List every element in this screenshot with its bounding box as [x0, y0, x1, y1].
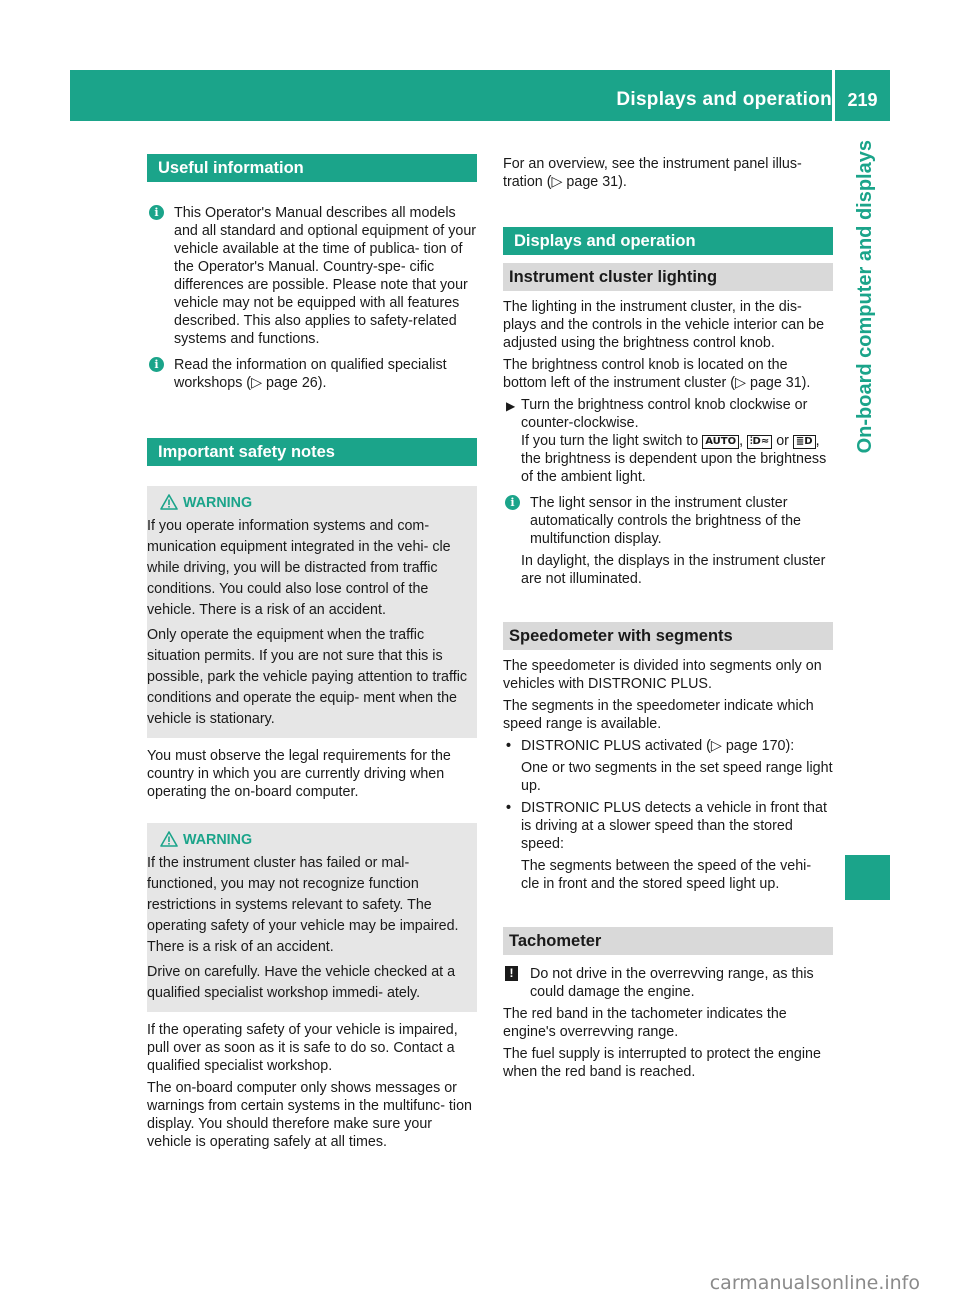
- info-note: i The light sensor in the instrument cluster automatically controls the brightness of the multifunction display.: [503, 494, 833, 548]
- info-icon: i: [149, 357, 164, 372]
- subsection-heading-instrument-cluster-lighting: Instrument cluster lighting: [503, 263, 833, 291]
- body-paragraph: The brightness control knob is located on the bottom left of the instrument cluster (▷ page 31).: [503, 357, 811, 391]
- chapter-marker: [845, 855, 890, 900]
- body-paragraph: You must observe the legal requirements for the country in which you are currently driving when operating the on-board computer.: [147, 748, 451, 800]
- body-paragraph: The segments in the speedometer indicate which speed range is available.: [503, 698, 814, 732]
- watermark: carmanualsonline.info: [709, 1272, 920, 1294]
- auto-light-symbol-icon: AUTO: [702, 435, 739, 449]
- info-note: i Read the information on qualified specialist workshops (▷ page 26).: [147, 356, 477, 392]
- bullet-icon: •: [506, 738, 512, 754]
- bullet-subtext: The segments between the speed of the vehi- cle in front and the stored speed light up.: [521, 858, 812, 892]
- instruction-step: ▶ Turn the brightness control knob clockwise or counter-clockwise.: [506, 397, 808, 431]
- bullet-subtext: One or two segments in the set speed range light up.: [521, 760, 833, 794]
- warning-box: [147, 823, 477, 1012]
- chapter-side-tab: [845, 140, 885, 840]
- body-paragraph: For an overview, see the instrument panel illus- tration (▷ page 31).: [503, 156, 802, 190]
- info-icon: i: [505, 495, 520, 510]
- warning-box: [147, 486, 477, 738]
- parking-light-symbol-icon: ⫶D≈: [747, 435, 772, 449]
- warning-triangle-icon: [160, 831, 178, 847]
- bullet-item: • DISTRONIC PLUS activated (▷ page 170):: [506, 738, 795, 754]
- info-icon: i: [149, 205, 164, 220]
- left-column: [147, 150, 477, 1151]
- body-paragraph: If the operating safety of your vehicle is impaired, pull over as soon as it is safe to do so. Contact a qualified specialist workshop.: [147, 1022, 458, 1074]
- low-beam-symbol-icon: ≣D: [793, 435, 816, 449]
- warning-title: WARNING: [147, 494, 471, 512]
- warning-text: Only operate the equipment when the traffic situation permits. If you are not sure that this is possible, park the vehicle paying attention to traffic conditions and operate the equip- ment when the vehicle is stationary.: [147, 627, 468, 727]
- right-column: [503, 150, 833, 1081]
- step-arrow-icon: ▶: [506, 399, 516, 413]
- subsection-heading-speedometer: Speedometer with segments: [503, 622, 833, 650]
- section-heading-displays-and-operation: Displays and operation: [503, 227, 833, 255]
- warning-title: WARNING: [147, 831, 471, 849]
- page-number: 219: [847, 90, 878, 110]
- info-note: i This Operator's Manual describes all models and all standard and optional equipment of your vehicle available at the time of publica- tion of the Operator's Manual. Country-spe- cific differences are possible. Please note that your vehicle may not be equipped with all features described. This also applies to safety-related systems and functions.: [147, 204, 477, 348]
- body-paragraph: The on-board computer only shows messages or warnings from certain systems in the multifunc- tion display. You should therefore make sure your vehicle is operating safely at all times.: [147, 1080, 472, 1150]
- caution-note: ! Do not drive in the overrevving range, as this could damage the engine.: [503, 965, 833, 1001]
- body-paragraph: The red band in the tachometer indicates the engine's overrevving range.: [503, 1006, 787, 1040]
- warning-text: If you operate information systems and com- munication equipment integrated in the vehi- cle while driving, you will be distracted from traffic conditions. You could also lose control of the vehicle. There is a risk of an accident.: [147, 518, 451, 618]
- info-note-continued: In daylight, the displays in the instrument cluster are not illuminated.: [521, 553, 826, 587]
- bullet-item: • DISTRONIC PLUS detects a vehicle in front that is driving at a slower speed than the stored speed:: [506, 800, 827, 852]
- subsection-heading-tachometer: Tachometer: [503, 927, 833, 955]
- bullet-icon: •: [506, 800, 512, 816]
- body-paragraph: The speedometer is divided into segments only on vehicles with DISTRONIC PLUS.: [503, 658, 822, 692]
- chapter-title: On-board computer and displays: [854, 140, 876, 454]
- instruction-note: If you turn the light switch to AUTO , ⫶D≈ or ≣D , the brightness is dependent upon the brightness of the ambient light.: [521, 433, 827, 485]
- warning-text: If the instrument cluster has failed or mal- functioned, you may not recognize function restrictions in systems relevant to safety. The operating safety of your vehicle may be impaired. There is a risk of an accident.: [147, 855, 459, 955]
- warning-triangle-icon: [160, 494, 178, 510]
- caution-icon: !: [505, 966, 518, 981]
- page-header-title: Displays and operation: [616, 89, 832, 110]
- section-heading-important-safety-notes: Important safety notes: [147, 438, 477, 466]
- section-heading-useful-information: Useful information: [147, 154, 477, 182]
- warning-text: Drive on carefully. Have the vehicle checked at a qualified specialist workshop immedi- ately.: [147, 964, 456, 1001]
- body-paragraph: The fuel supply is interrupted to protect the engine when the red band is reached.: [503, 1046, 821, 1080]
- body-paragraph: The lighting in the instrument cluster, in the dis- plays and the controls in the vehicle interior can be adjusted using the brightness control knob.: [503, 299, 825, 351]
